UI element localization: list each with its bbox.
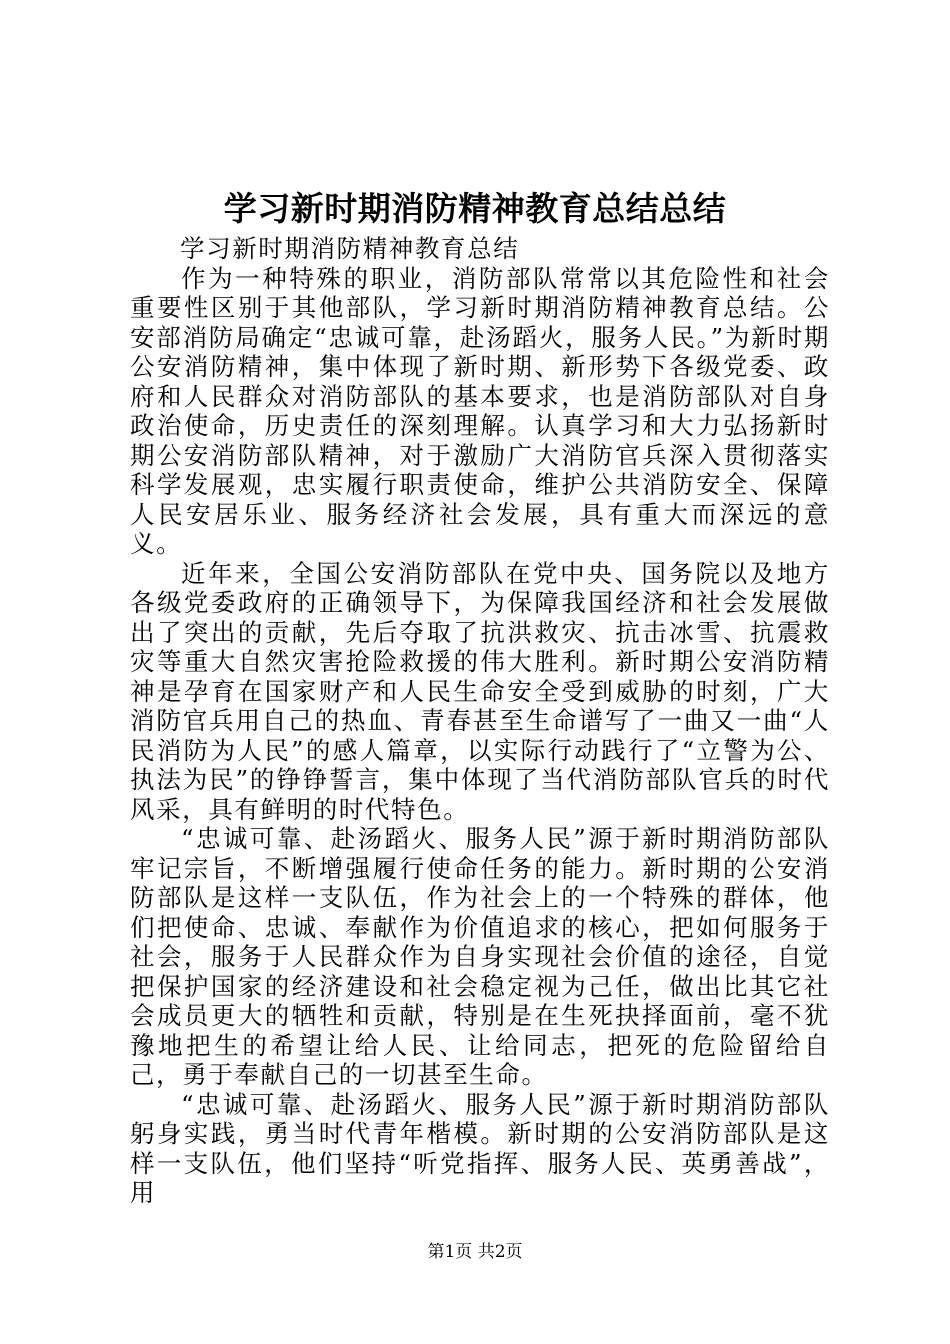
- document-subtitle: 学习新时期消防精神教育总结: [180, 234, 520, 263]
- page-footer: 第1页 共2页: [427, 1242, 523, 1262]
- paragraph-1: 作为一种特殊的职业，消防部队常常以其危险性和社会重要性区别于其他部队，学习新时期消防精神教育总结。公安部消防局确定“忠诚可靠，赴汤蹈火，服务人民。”为新时期公安消防精神，集中体现了新时期、新形势下各级党委、政府和人民群众对消防部队的基本要求，也是消防部队对自身政治使命，历史责任的深刻理解。认真学习和大力弘扬新时期公安消防部队精神，对于激励广大消防官兵深入贯彻落实科学发展观，忠实履行职责使命，维护公共消防安全、保障人民安居乐业、服务经济社会发展，具有重大而深远的意义。: [130, 263, 830, 558]
- paragraph-2: 近年来，全国公安消防部队在党中央、国务院以及地方各级党委政府的正确领导下，为保障我国经济和社会发展做出了突出的贡献，先后夺取了抗洪救灾、抗击冰雪、抗震救灾等重大自然灾害抢险救援的伟大胜利。新时期公安消防精神是孕育在国家财产和人民生命安全受到威胁的时刻，广大消防官兵用自己的热血、青春甚至生命谱写了一曲又一曲“人民消防为人民”的感人篇章，以实际行动践行了“立警为公、执法为民”的铮铮誓言，集中体现了当代消防部队官兵的时代风采，具有鲜明的时代特色。: [130, 558, 830, 824]
- document-title: 学习新时期消防精神教育总结总结: [223, 189, 727, 228]
- paragraph-4: “忠诚可靠、赴汤蹈火、服务人民”源于新时期消防部队躬身实践，勇当时代青年楷模。新时期的公安消防部队是这样一支队伍，他们坚持“听党指挥、服务人民、英勇善战”，用: [130, 1089, 830, 1207]
- paragraph-3: “忠诚可靠、赴汤蹈火、服务人民”源于新时期消防部队牢记宗旨，不断增强履行使命任务的能力。新时期的公安消防部队是这样一支队伍，作为社会上的一个特殊的群体，他们把使命、忠诚、奉献作为价值追求的核心，把如何服务于社会，服务于人民群众作为自身实现社会价值的途径，自觉把保护国家的经济建设和社会稳定视为己任，做出比其它社会成员更大的牺牲和贡献，特别是在生死抉择面前，毫不犹豫地把生的希望让给人民、让给同志，把死的危险留给自己，勇于奉献自己的一切甚至生命。: [130, 824, 830, 1089]
- document-body: [130, 234, 830, 1208]
